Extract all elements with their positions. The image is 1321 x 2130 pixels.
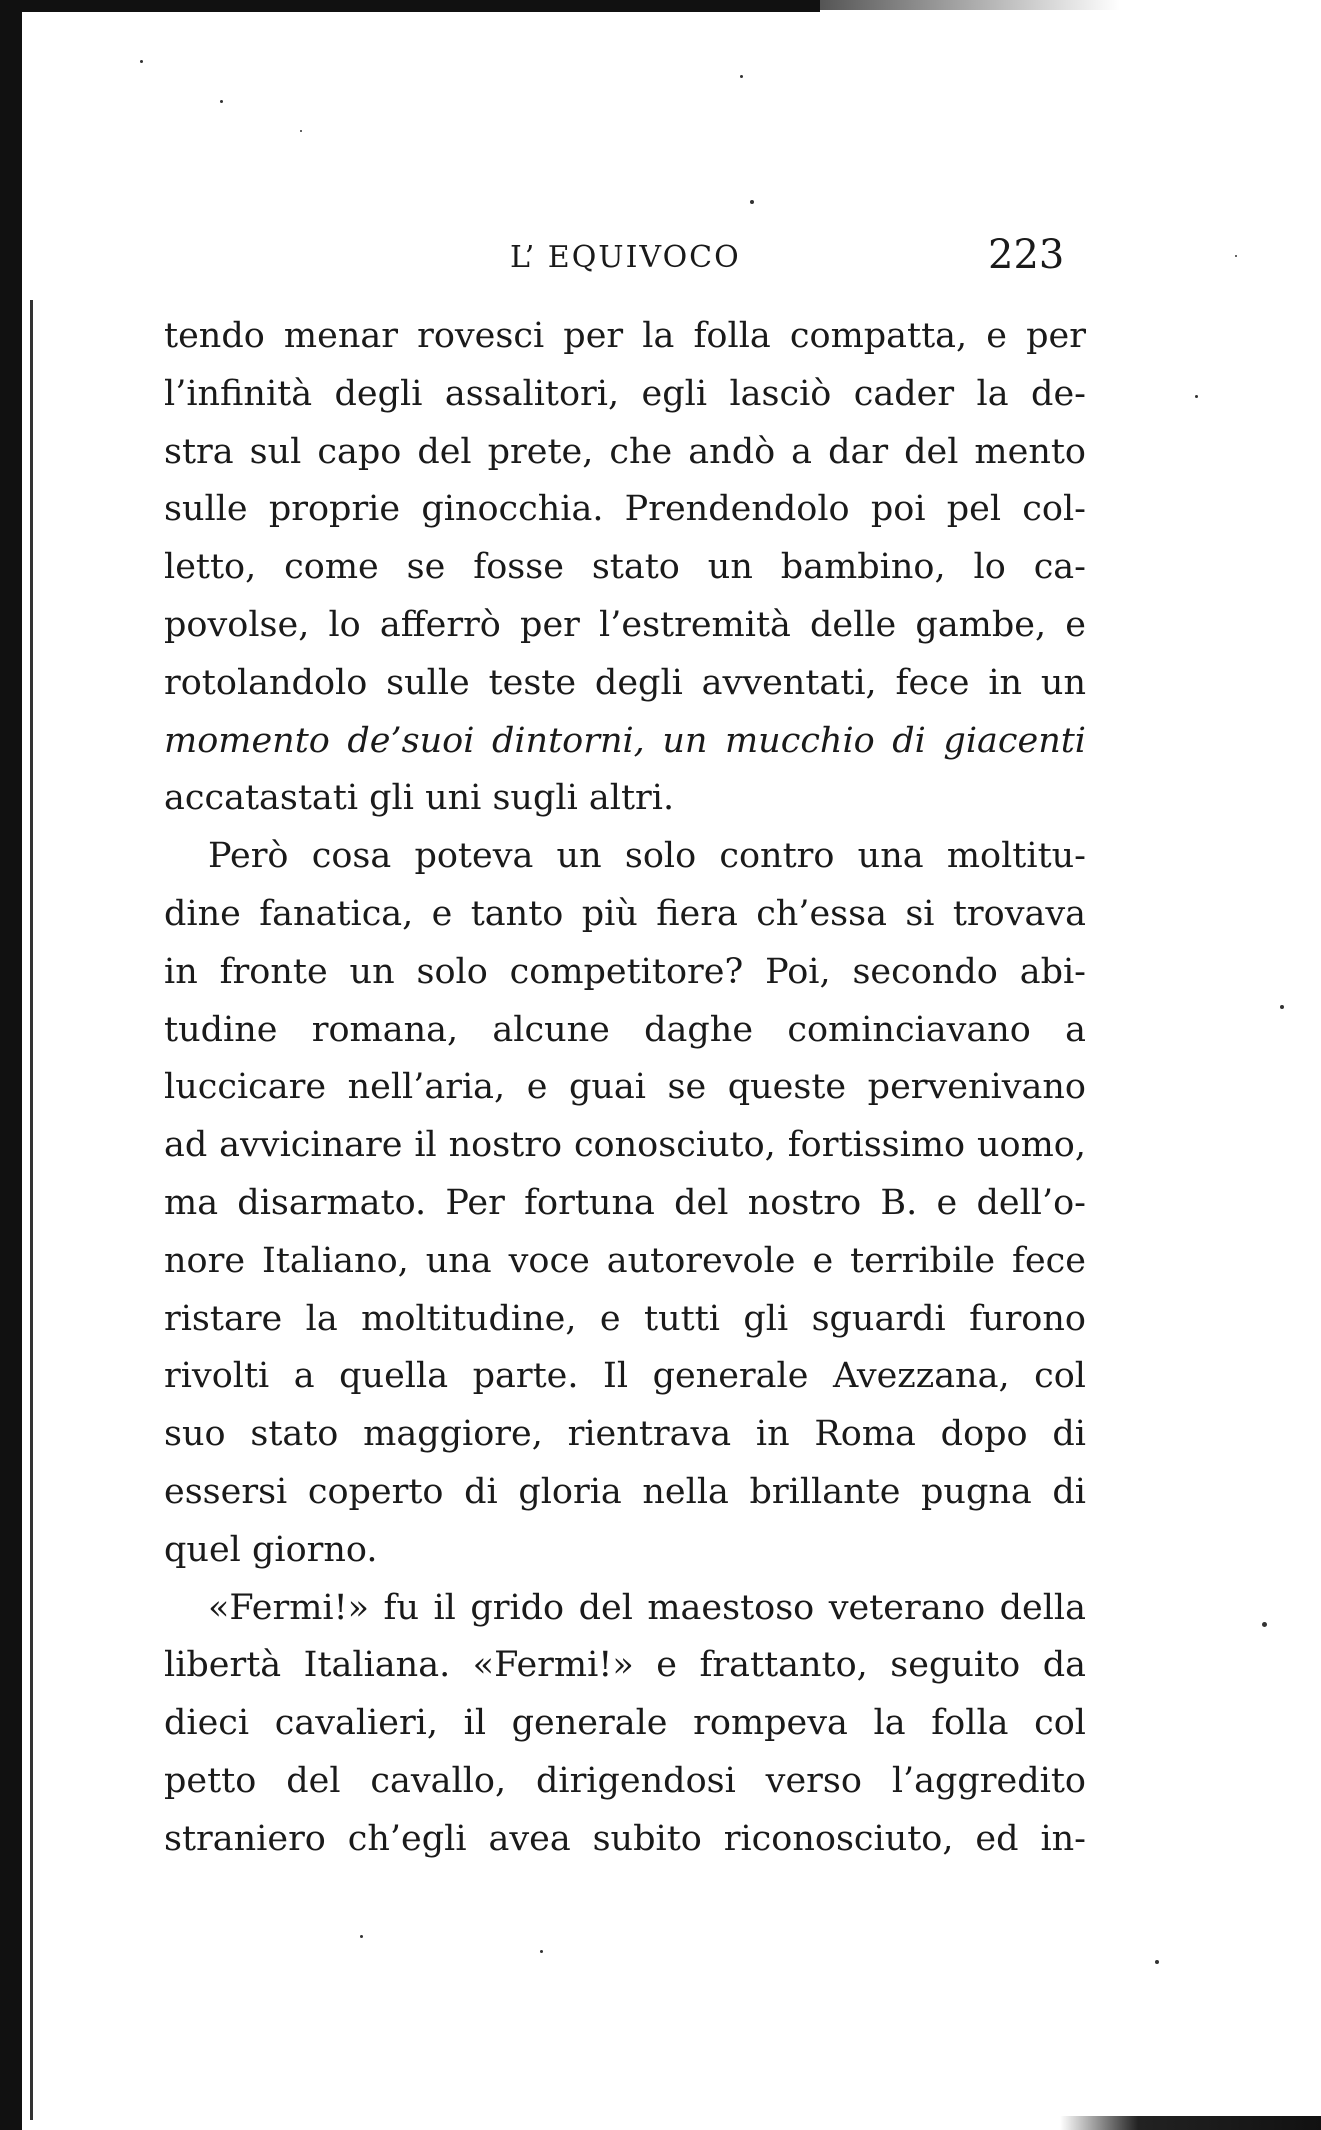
text-line: l’infinità degli assalitori, egli lasciò cader la de- (164, 373, 1086, 414)
text-line: petto del cavallo, dirigendosi verso l’aggredito (164, 1760, 1086, 1801)
text-line: luccicare nell’aria, e guai se queste pervenivano (164, 1067, 1086, 1108)
scan-speck (220, 100, 223, 103)
scan-speck (540, 1950, 543, 1953)
text-line: tendo menar rovesci per la folla compatta, e per (164, 316, 1086, 356)
scan-speck (300, 130, 302, 132)
scan-speck (1195, 395, 1198, 398)
running-title: L’ EQUIVOCO (510, 240, 741, 275)
text-line: dieci cavalieri, il generale rompeva la folla col (164, 1703, 1086, 1744)
scan-speck (1155, 1960, 1159, 1964)
page-number: 223 (988, 232, 1065, 278)
text-line: tudine romana, alcune daghe cominciavano a (164, 1009, 1086, 1050)
text-line: ad avvicinare il nostro conosciuto, fortissimo uomo, (164, 1125, 1086, 1166)
scan-speck (740, 75, 743, 78)
text-line: straniero ch’egli avea subito riconosciuto, ed in- (164, 1818, 1086, 1859)
text-line: letto, come se fosse stato un bambino, lo ca- (164, 547, 1086, 588)
scan-speck (1280, 1005, 1284, 1009)
text-line: rivolti a quella parte. Il generale Avezzana, col (164, 1356, 1086, 1397)
scan-border-bottom (1060, 2116, 1321, 2130)
text-line: rotolandolo sulle teste degli avventati, fece in un (164, 662, 1086, 703)
scan-speck (1262, 1622, 1267, 1627)
text-line: ma disarmato. Per fortuna del nostro B. e dell’o- (164, 1182, 1086, 1223)
text-line: accatastati gli uni sugli altri. (164, 778, 675, 819)
scan-border-top-fade (820, 0, 1120, 10)
text-line: essersi coperto di gloria nella brillante pugna di (164, 1471, 1086, 1512)
text-line: in fronte un solo competitore? Poi, secondo abi- (164, 951, 1086, 992)
scan-border-top (0, 0, 820, 12)
scan-border-inner-left (30, 300, 33, 2120)
text-line: ristare la moltitudine, e tutti gli sguardi furono (164, 1298, 1086, 1339)
text-line: sulle proprie ginocchia. Prendendolo poi pel col- (164, 489, 1086, 530)
text-line: suo stato maggiore, rientrava in Roma dopo di (164, 1414, 1086, 1455)
body-text (164, 308, 1086, 1869)
text-line: quel giorno. (164, 1529, 378, 1570)
paragraph-start-line: «Fermi!» fu il grido del maestoso veterano della (208, 1587, 1086, 1628)
scan-speck (360, 1935, 363, 1938)
text-line: povolse, lo afferrò per l’estremità delle gambe, e (164, 604, 1086, 645)
scan-speck (750, 200, 754, 204)
text-line: dine fanatica, e tanto più fiera ch’essa si trovava (164, 893, 1086, 934)
text-line: libertà Italiana. «Fermi!» e frattanto, seguito da (164, 1645, 1086, 1686)
text-line: stra sul capo del prete, che andò a dar del mento (164, 431, 1086, 472)
page-header (0, 232, 1321, 292)
text-line: nore Italiano, una voce autorevole e terribile fece (164, 1240, 1086, 1281)
scan-border-left (0, 0, 22, 2130)
scan-speck (140, 60, 143, 63)
paragraph-start-line: Però cosa poteva un solo contro una moltitu- (208, 836, 1086, 877)
text-line: momento de’suoi dintorni, un mucchio di giacenti (164, 720, 1086, 761)
